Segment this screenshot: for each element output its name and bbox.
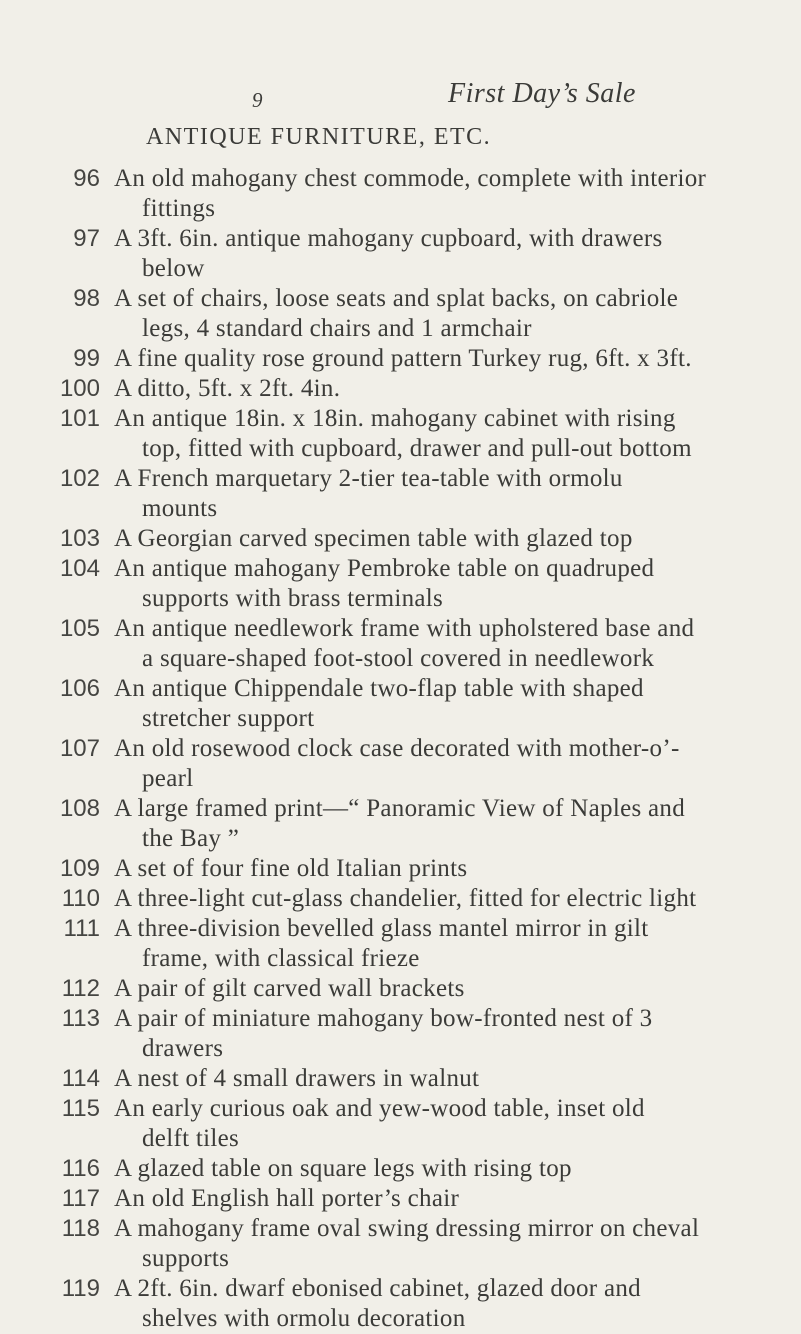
lot-number: 104 xyxy=(59,555,100,582)
lot-description-line: legs, 4 standard chairs and 1 armchair xyxy=(142,315,532,342)
lot-description xyxy=(114,404,794,464)
lot-list xyxy=(0,164,801,1334)
lot-description-line: delft tiles xyxy=(142,1125,240,1152)
lot-entry xyxy=(0,164,801,224)
lot-number: 109 xyxy=(59,855,100,882)
lot-description xyxy=(114,524,794,554)
lot-description xyxy=(114,164,794,224)
lot-description-line: An early curious oak and yew-wood table, inset old xyxy=(114,1095,645,1122)
lot-number: 118 xyxy=(61,1215,100,1242)
lot-entry xyxy=(0,1274,801,1334)
lot-description-line: An antique Chippendale two-flap table with shaped xyxy=(114,675,644,702)
lot-description-line: a square-shaped foot-stool covered in needlework xyxy=(142,645,655,672)
lot-description-line: frame, with classical frieze xyxy=(142,945,420,972)
lot-description xyxy=(114,554,794,614)
lot-number: 112 xyxy=(61,975,100,1002)
lot-description xyxy=(114,974,794,1004)
lot-entry xyxy=(0,1064,801,1094)
lot-description-line: An antique needlework frame with upholstered base and xyxy=(114,615,695,642)
lot-number: 114 xyxy=(61,1065,100,1092)
lot-description-line: A pair of gilt carved wall brackets xyxy=(114,975,465,1002)
lot-description xyxy=(114,1064,794,1094)
lot-description xyxy=(114,284,794,344)
lot-description xyxy=(114,794,794,854)
lot-description-line: A Georgian carved specimen table with glazed top xyxy=(114,525,633,552)
lot-description-line: A mahogany frame oval swing dressing mirror on cheval xyxy=(114,1215,700,1242)
lot-number: 97 xyxy=(73,225,100,252)
lot-number: 103 xyxy=(59,525,100,552)
lot-number: 119 xyxy=(61,1275,100,1302)
lot-entry xyxy=(0,734,801,794)
lot-number: 107 xyxy=(59,735,100,762)
lot-description-line: mounts xyxy=(142,495,218,522)
lot-entry xyxy=(0,344,801,374)
lot-number: 100 xyxy=(59,375,100,402)
lot-number: 116 xyxy=(61,1155,100,1182)
lot-description-line: A three-division bevelled glass mantel mirror in gilt xyxy=(114,915,649,942)
lot-description-line: A nest of 4 small drawers in walnut xyxy=(114,1065,480,1092)
lot-description-line: A fine quality rose ground pattern Turkey rug, 6ft. x 3ft. xyxy=(114,345,692,372)
lot-description xyxy=(114,614,794,674)
lot-description-line: A large framed print—“ Panoramic View of Naples and xyxy=(114,795,686,822)
lot-description-line: A ditto, 5ft. x 2ft. 4in. xyxy=(114,375,341,402)
lot-number: 110 xyxy=(61,885,100,912)
lot-number: 117 xyxy=(61,1185,100,1212)
lot-entry xyxy=(0,224,801,284)
lot-description-line: A three-light cut-glass chandelier, fitted for electric light xyxy=(114,885,697,912)
lot-entry xyxy=(0,884,801,914)
lot-description-line: fittings xyxy=(142,195,216,222)
page-number: 9 xyxy=(252,88,263,112)
lot-description xyxy=(114,1094,794,1154)
lot-description-line: An antique mahogany Pembroke table on quadruped xyxy=(114,555,655,582)
lot-description-line: A set of chairs, loose seats and splat backs, on cabriole xyxy=(114,285,679,312)
lot-description-line: the Bay ” xyxy=(142,825,240,852)
lot-entry xyxy=(0,1214,801,1274)
lot-entry xyxy=(0,794,801,854)
lot-number: 96 xyxy=(73,165,100,192)
lot-description-line: A glazed table on square legs with rising top xyxy=(114,1155,572,1182)
running-head: First Day’s Sale xyxy=(448,78,636,109)
lot-description xyxy=(114,1274,794,1334)
lot-entry xyxy=(0,404,801,464)
lot-entry xyxy=(0,854,801,884)
lot-description-line: A 2ft. 6in. dwarf ebonised cabinet, glazed door and xyxy=(114,1275,641,1302)
lot-description-line: top, fitted with cupboard, drawer and pull-out bottom xyxy=(142,435,692,462)
lot-description-line: A 3ft. 6in. antique mahogany cupboard, with drawers xyxy=(114,225,663,252)
lot-entry xyxy=(0,524,801,554)
lot-entry xyxy=(0,614,801,674)
lot-description-line: A set of four fine old Italian prints xyxy=(114,855,468,882)
lot-number: 115 xyxy=(61,1095,100,1122)
lot-description xyxy=(114,674,794,734)
lot-entry xyxy=(0,674,801,734)
lot-description-line: below xyxy=(142,255,205,282)
lot-description xyxy=(114,914,794,974)
lot-description-line: An old rosewood clock case decorated with mother-o’- xyxy=(114,735,680,762)
lot-entry xyxy=(0,1184,801,1214)
lot-description xyxy=(114,1004,794,1064)
lot-description-line: drawers xyxy=(142,1035,224,1062)
lot-entry xyxy=(0,1094,801,1154)
lot-entry xyxy=(0,554,801,614)
lot-number: 98 xyxy=(73,285,100,312)
lot-entry xyxy=(0,974,801,1004)
lot-description xyxy=(114,464,794,524)
lot-entry xyxy=(0,464,801,524)
lot-description-line: An antique 18in. x 18in. mahogany cabinet with rising xyxy=(114,405,676,432)
lot-number: 105 xyxy=(59,615,100,642)
lot-description-line: stretcher support xyxy=(142,705,315,732)
lot-description-line: An old English hall porter’s chair xyxy=(114,1185,460,1212)
lot-description xyxy=(114,884,794,914)
lot-description-line: supports with brass terminals xyxy=(142,585,444,612)
lot-number: 111 xyxy=(63,915,100,942)
lot-description xyxy=(114,224,794,284)
lot-description xyxy=(114,854,794,884)
lot-entry xyxy=(0,374,801,404)
lot-number: 106 xyxy=(59,675,100,702)
lot-description xyxy=(114,734,794,794)
lot-description-line: supports xyxy=(142,1245,230,1272)
lot-description-line: A French marquetary 2-tier tea-table with ormolu xyxy=(114,465,623,492)
lot-description xyxy=(114,374,794,404)
lot-number: 113 xyxy=(61,1005,100,1032)
lot-number: 108 xyxy=(59,795,100,822)
lot-description xyxy=(114,1184,794,1214)
lot-description-line: shelves with ormolu decoration xyxy=(142,1305,466,1332)
section-title: ANTIQUE FURNITURE, ETC. xyxy=(146,124,492,150)
lot-description xyxy=(114,1154,794,1184)
lot-description-line: An old mahogany chest commode, complete with interior xyxy=(114,165,707,192)
lot-number: 101 xyxy=(59,405,100,432)
lot-entry xyxy=(0,284,801,344)
lot-description xyxy=(114,1214,794,1274)
lot-description xyxy=(114,344,794,374)
lot-description-line: A pair of miniature mahogany bow-fronted nest of 3 xyxy=(114,1005,653,1032)
lot-number: 99 xyxy=(73,345,100,372)
lot-description-line: pearl xyxy=(142,765,194,792)
lot-entry xyxy=(0,914,801,974)
lot-entry xyxy=(0,1004,801,1064)
lot-entry xyxy=(0,1154,801,1184)
lot-number: 102 xyxy=(59,465,100,492)
